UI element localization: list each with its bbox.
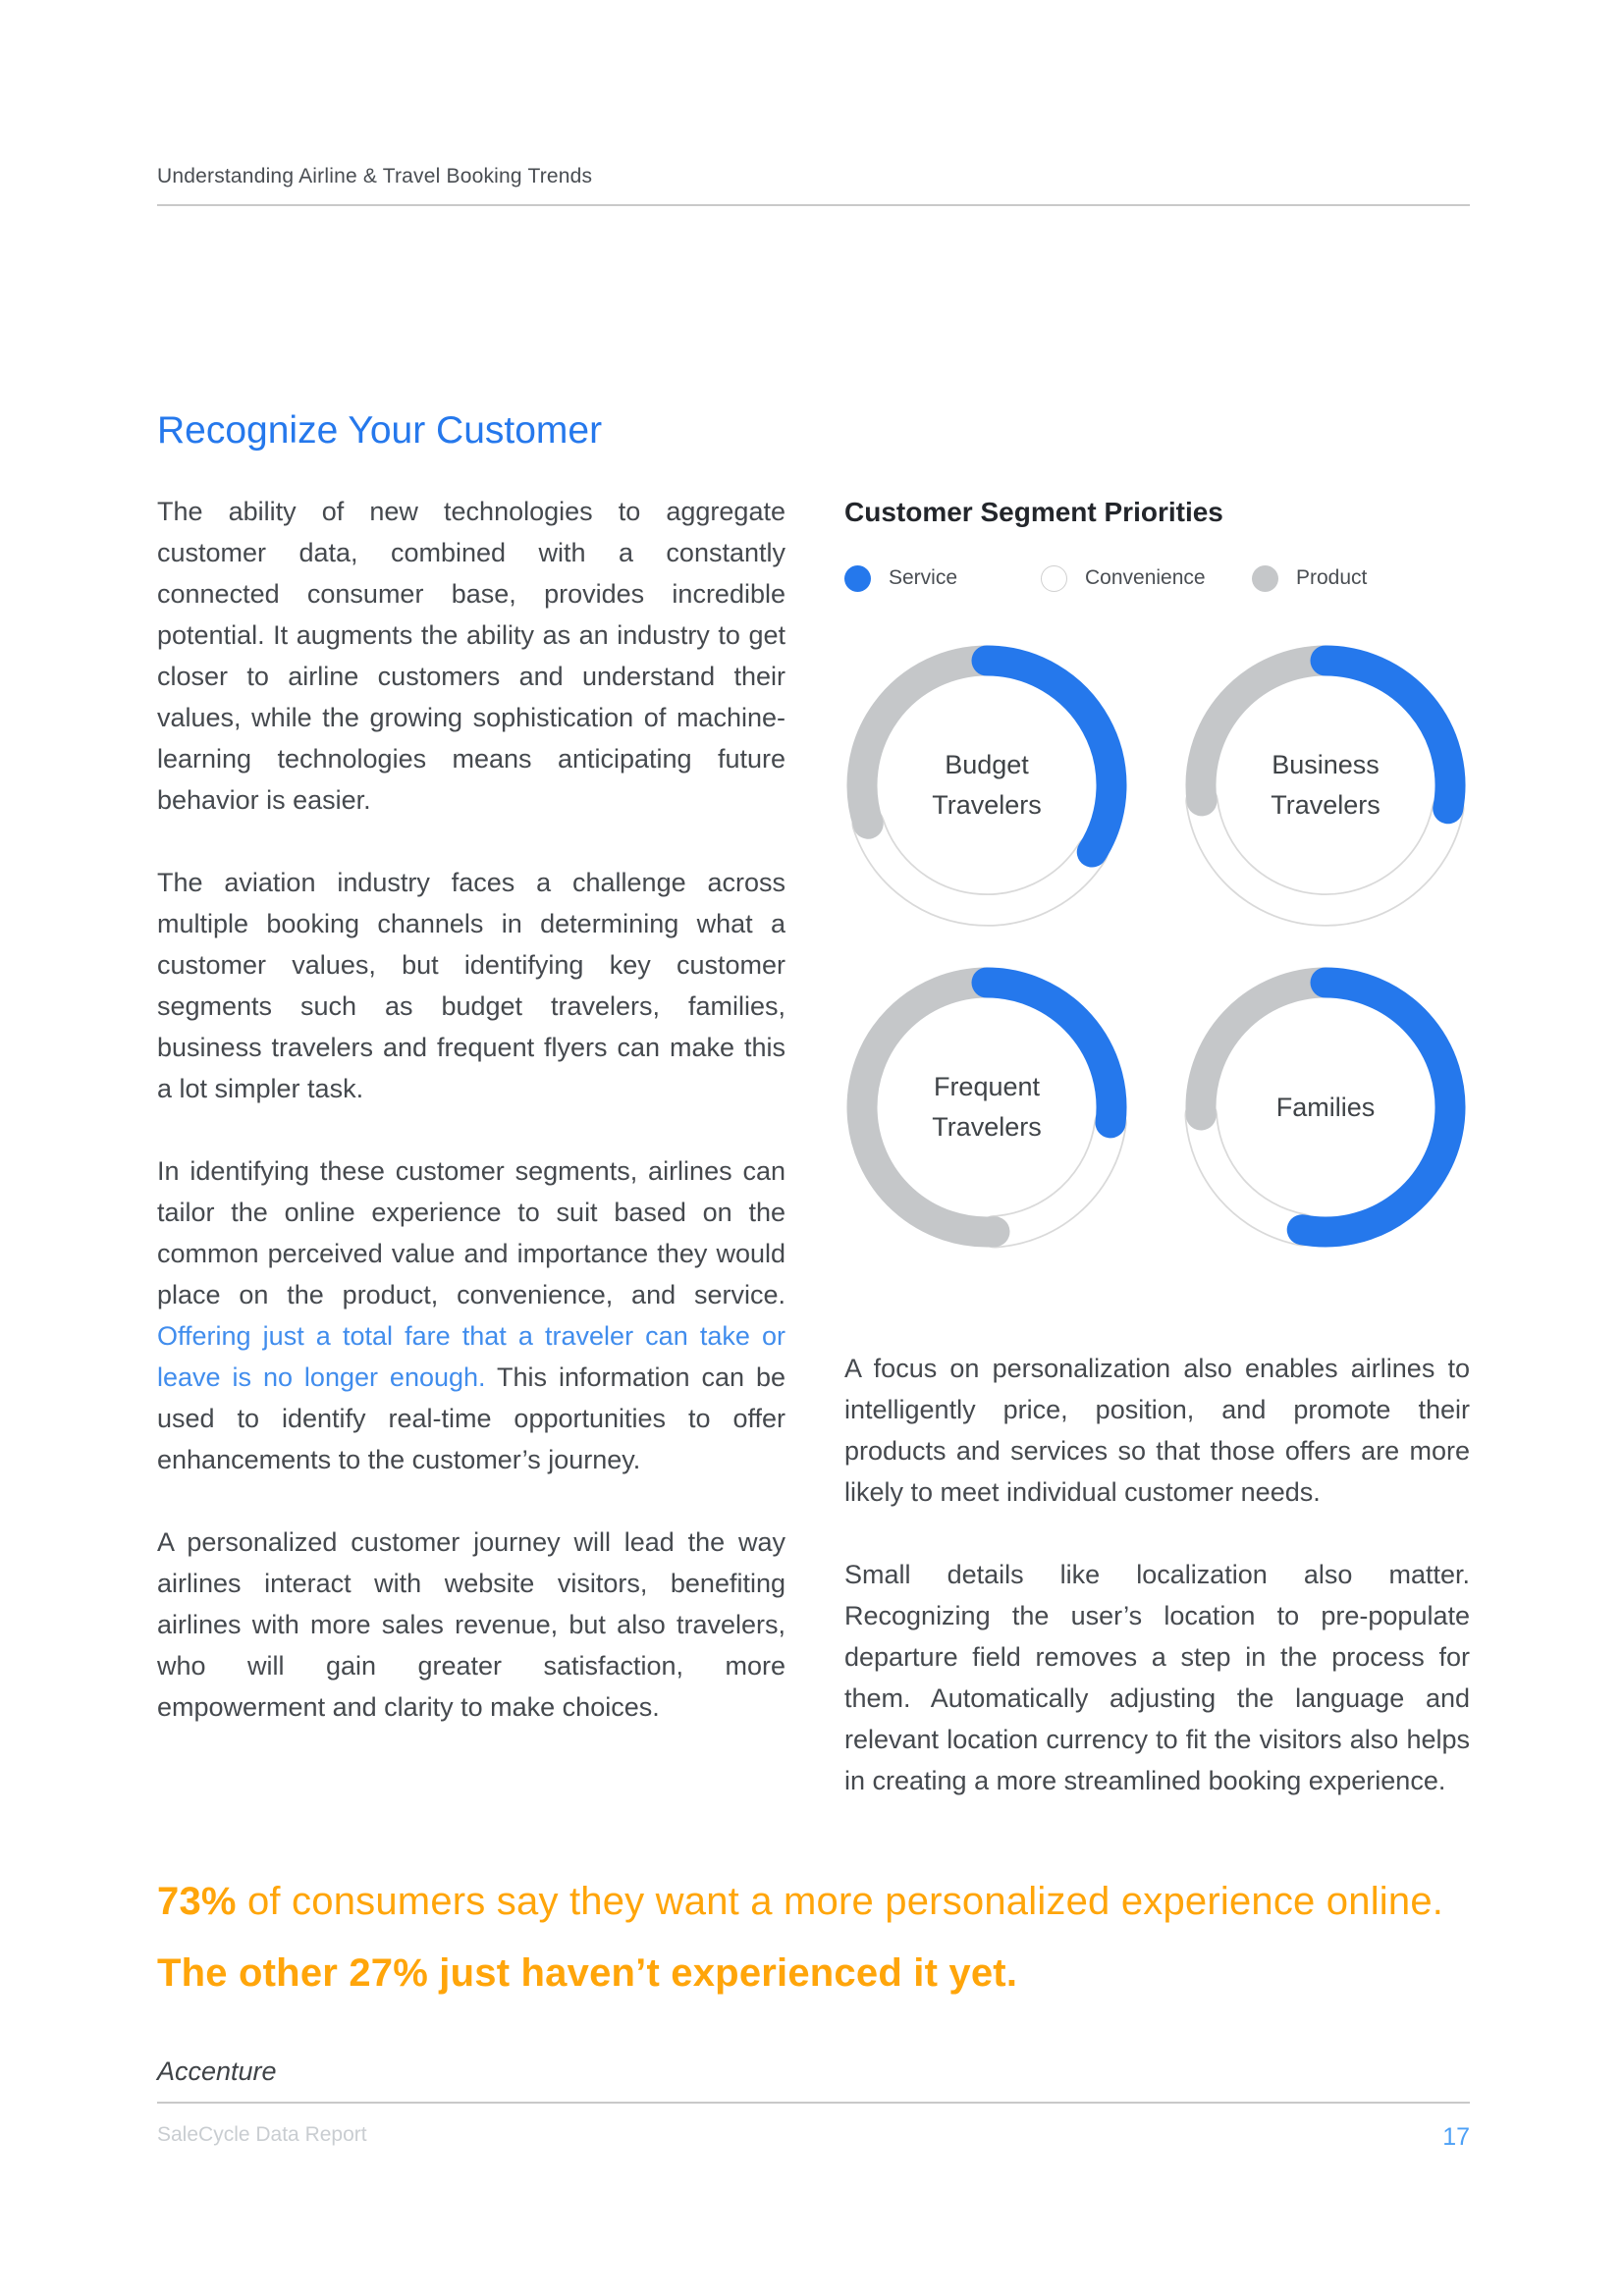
paragraph [844, 1554, 1470, 1801]
paragraph [157, 491, 785, 821]
text-run: This information can be used to identify real-time opportunities to offer enhancements to the customer’s journey. [157, 1362, 785, 1474]
legend-label: Service [889, 566, 958, 589]
column-gap [785, 407, 844, 1801]
legend-label: Convenience [1085, 566, 1206, 589]
paragraph [157, 862, 785, 1109]
text-run: A personalized customer journey will lead the way airlines interact with website visitors, benefiting airlines with more sales revenue, but also travelers, who will gain greater satisfaction, more empowerment and clarity to make choices. [157, 1527, 785, 1722]
content-columns [157, 407, 1470, 1801]
donut-business-travelers [1183, 643, 1468, 928]
page-footer [157, 2102, 1470, 2152]
text-run: The aviation industry faces a challenge across multiple booking channels in determining what a customer values, but identifying key customer segments such as budget travelers, families, business travelers and frequent flyers can make this a lot simpler task. [157, 868, 785, 1103]
donut-budget-travelers [844, 643, 1129, 928]
left-paragraphs [157, 491, 785, 1728]
donut-label: Families [1275, 1092, 1376, 1122]
pull-quote [157, 1866, 1470, 2009]
text-run: In identifying these customer segments, airlines can tailor the online experience to suit based on the common perceived value and importance they would place on the product, convenience, and service. [157, 1156, 785, 1309]
legend-item-convenience [1041, 565, 1252, 592]
section-heading: Recognize Your Customer [157, 409, 603, 452]
right-column [844, 407, 1470, 1801]
footer-divider [157, 2102, 1470, 2104]
text-run: The ability of new technologies to aggregate customer data, combined with a constantly connected consumer base, provides incredible potential. It augments the ability as an industry to get closer to airline customers and understand their values, while the growing sophistication of machine-learning technologies means anticipating future behavior is easier. [157, 497, 785, 815]
page-header [157, 165, 1470, 206]
right-paragraphs [844, 1348, 1470, 1801]
quote-text-run: 73% [157, 1880, 247, 1923]
chart-legend [844, 562, 1470, 594]
quote-attribution: Accenture [157, 2056, 277, 2086]
footer-row [157, 2123, 1470, 2152]
donut-label: Frequent Travelers [932, 1072, 1042, 1142]
report-header-title: Understanding Airline & Travel Booking Trends [157, 165, 593, 187]
text-run: A focus on personalization also enables airlines to intelligently price, position, and promote their products and services so that those offers are more likely to meet individual customer needs. [844, 1354, 1470, 1507]
chart-title: Customer Segment Priorities [844, 497, 1223, 527]
convenience-swatch-icon [1041, 565, 1067, 592]
text-run: Small details like localization also matter. Recognizing the user’s location to pre-populate departure field removes a step in the process for them. Automatically adjusting the language and relevant location currency to fit the visitors also helps in creating a more streamlined booking experience. [844, 1560, 1470, 1795]
footer-report-name: SaleCycle Data Report [157, 2123, 367, 2146]
quote-text-run: of consumers say they want a more personalized experience online. [246, 1880, 1444, 1923]
paragraph [844, 1348, 1470, 1513]
donut-label: Business Travelers [1271, 750, 1380, 820]
donut-grid [844, 643, 1470, 1250]
donut-label: Budget Travelers [932, 750, 1042, 820]
product-swatch-icon [1252, 565, 1278, 592]
donut-frequent-travelers [844, 965, 1129, 1250]
page-number: 17 [1442, 2123, 1470, 2151]
left-column [157, 407, 785, 1801]
donut-families [1183, 965, 1468, 1250]
quote-text-run: The other 27% just haven’t experienced it yet. [157, 1951, 1018, 1995]
service-swatch-icon [844, 565, 871, 592]
paragraph [157, 1150, 785, 1480]
legend-item-service [844, 565, 1041, 592]
legend-item-product [1252, 565, 1367, 592]
header-divider [157, 204, 1470, 206]
paragraph [157, 1522, 785, 1728]
accent-sentence: Offering just a total fare that a traveler can take or leave is no longer enough. [157, 1321, 785, 1392]
legend-label: Product [1296, 566, 1368, 589]
